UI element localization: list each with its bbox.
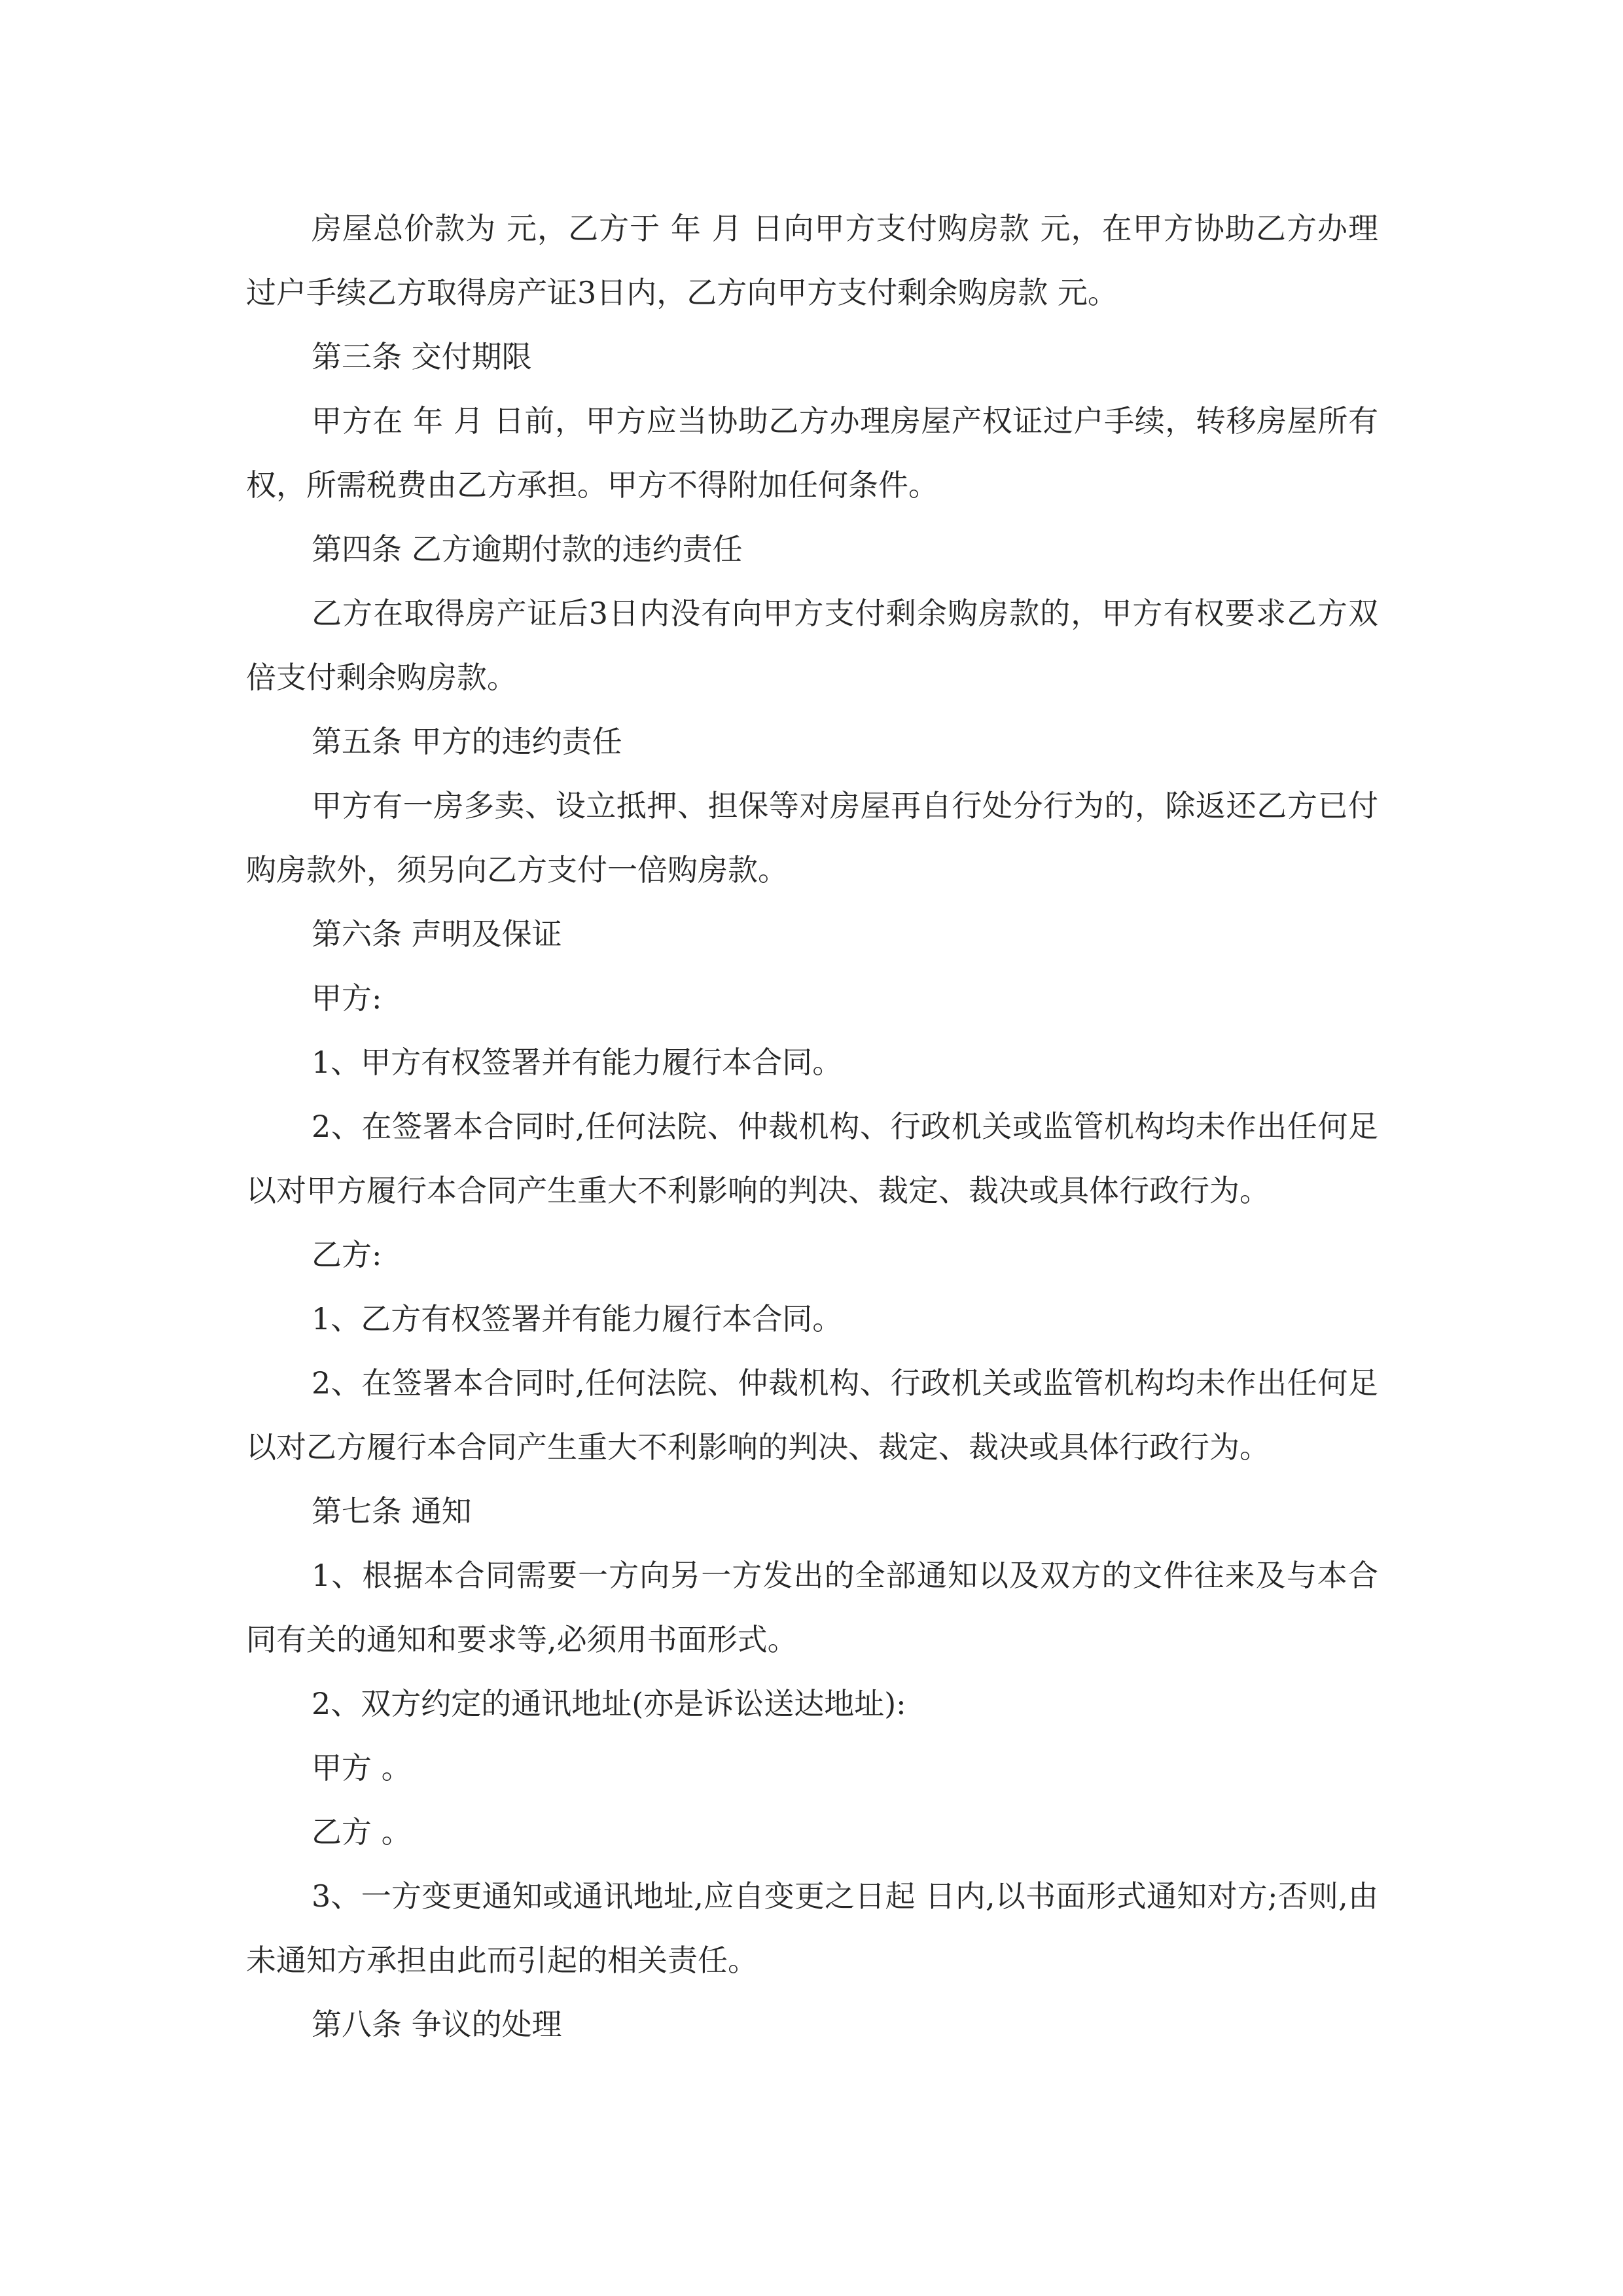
paragraph-seller-breach: 甲方有一房多卖、设立抵押、担保等对房屋再自行处分行为的，除返还乙方已付购房款外，须另向乙方支付一倍购房款。 <box>246 788 1378 888</box>
party-a-warranty-2: 2、在签署本合同时,任何法院、仲裁机构、行政机关或监管机构均未作出任何足以对甲方履行本合同产生重大不利影响的判决、裁定、裁决或具体行政行为。 <box>246 1109 1378 1208</box>
article-8-heading: 第八条 争议的处理 <box>312 2007 562 2042</box>
party-a-address: 甲方 。 <box>312 1750 412 1785</box>
article-4-heading: 第四条 乙方逾期付款的违约责任 <box>312 531 743 567</box>
party-a-label: 甲方: <box>312 980 382 1016</box>
party-b-address: 乙方 。 <box>312 1814 412 1850</box>
notice-clause-3: 3、一方变更通知或通讯地址,应自变更之日起 日内,以书面形式通知对方;否则,由未通知方承担由此而引起的相关责任。 <box>246 1878 1378 1978</box>
notice-clause-2: 2、双方约定的通讯地址(亦是诉讼送达地址): <box>312 1686 906 1721</box>
paragraph-buyer-late-payment: 乙方在取得房产证后3日内没有向甲方支付剩余购房款的，甲方有权要求乙方双倍支付剩余购房款。 <box>246 596 1378 695</box>
party-a-warranty-1: 1、甲方有权签署并有能力履行本合同。 <box>312 1045 843 1080</box>
party-b-warranty-2: 2、在签署本合同时,任何法院、仲裁机构、行政机关或监管机构均未作出任何足以对乙方履行本合同产生重大不利影响的判决、裁定、裁决或具体行政行为。 <box>246 1365 1378 1465</box>
article-7-heading: 第七条 通知 <box>312 1494 472 1529</box>
article-6-heading: 第六条 声明及保证 <box>312 916 562 952</box>
paragraph-total-price: 房屋总价款为 元，乙方于 年 月 日向甲方支付购房款 元，在甲方协助乙方办理过户手续乙方取得房产证3日内，乙方向甲方支付剩余购房款 元。 <box>246 211 1378 310</box>
party-b-label: 乙方: <box>312 1237 382 1272</box>
paragraph-delivery-term: 甲方在 年 月 日前，甲方应当协助乙方办理房屋产权证过户手续，转移房屋所有权，所需税费由乙方承担。甲方不得附加任何条件。 <box>246 403 1378 503</box>
article-5-heading: 第五条 甲方的违约责任 <box>312 724 622 759</box>
notice-clause-1: 1、根据本合同需要一方向另一方发出的全部通知以及双方的文件往来及与本合同有关的通知和要求等,必须用书面形式。 <box>246 1558 1378 1657</box>
party-b-warranty-1: 1、乙方有权签署并有能力履行本合同。 <box>312 1301 843 1336</box>
document-body <box>246 196 1378 2056</box>
article-3-heading: 第三条 交付期限 <box>312 339 532 374</box>
